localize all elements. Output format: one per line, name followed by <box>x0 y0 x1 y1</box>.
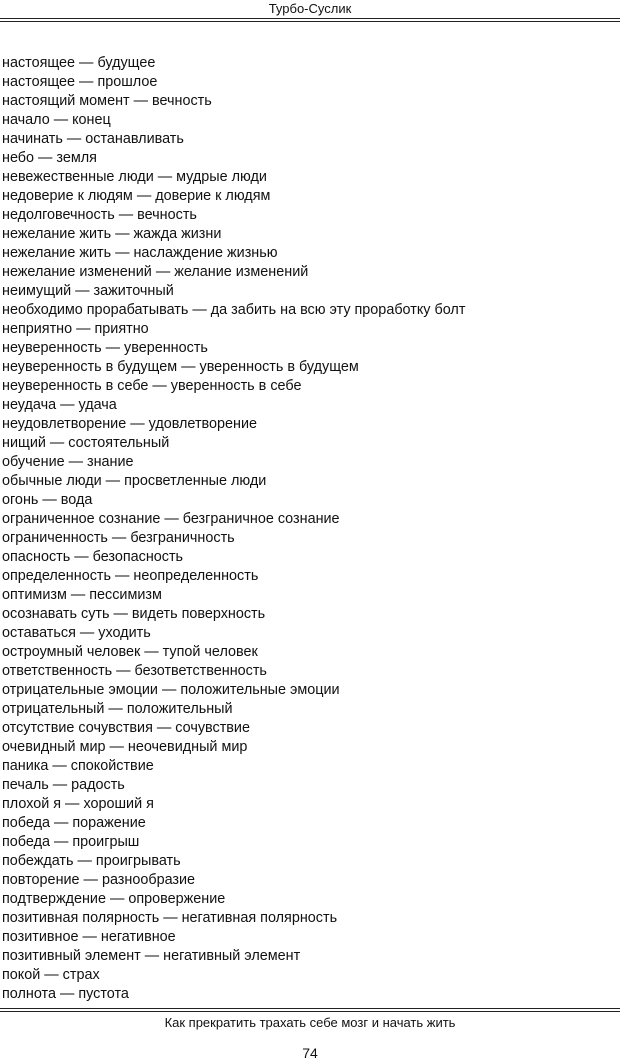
list-item: позитивная полярность — негативная полярность <box>2 910 338 926</box>
list-item: отрицательные эмоции — положительные эмоции <box>2 682 340 698</box>
list-item: небо — земля <box>2 150 97 166</box>
list-item: печаль — радость <box>2 777 125 793</box>
list-item: подтверждение — опровержение <box>2 891 226 907</box>
antonym-list <box>2 54 617 1004</box>
list-item: позитивный элемент — негативный элемент <box>2 948 301 964</box>
list-item: отрицательный — положительный <box>2 701 233 717</box>
running-footer: Как прекратить трахать себе мозг и начать жить <box>164 1015 456 1030</box>
list-item: недолговечность — вечность <box>2 207 197 223</box>
list-item: огонь — вода <box>2 492 93 508</box>
list-item: ограниченность — безграничность <box>2 530 235 546</box>
list-item: обычные люди — просветленные люди <box>2 473 267 489</box>
list-item: нежелание изменений — желание изменений <box>2 264 309 280</box>
list-item: покой — страх <box>2 967 100 983</box>
list-item: побеждать — проигрывать <box>2 853 181 869</box>
list-item: неуверенность в будущем — уверенность в будущем <box>2 359 359 375</box>
list-item: определенность — неопределенность <box>2 568 259 584</box>
list-item: неудовлетворение — удовлетворение <box>2 416 258 432</box>
list-item: нежелание жить — жажда жизни <box>2 226 222 242</box>
list-item: обучение — знание <box>2 454 134 470</box>
list-item: осознавать суть — видеть поверхность <box>2 606 266 622</box>
list-item: начинать — останавливать <box>2 131 184 147</box>
list-item: недоверие к людям — доверие к людям <box>2 188 271 204</box>
list-item: неуверенность в себе — уверенность в себе <box>2 378 302 394</box>
list-item: победа — поражение <box>2 815 146 831</box>
list-item: настоящее — будущее <box>2 55 156 71</box>
list-item: начало — конец <box>2 112 111 128</box>
list-item: опасность — безопасность <box>2 549 184 565</box>
list-item: необходимо прорабатывать — да забить на всю эту проработку болт <box>2 302 466 318</box>
list-item: неприятно — приятно <box>2 321 149 337</box>
list-item: оптимизм — пессимизм <box>2 587 162 603</box>
list-item: неуверенность — уверенность <box>2 340 208 356</box>
list-item: отсутствие сочувствия — сочувствие <box>2 720 250 736</box>
list-item: очевидный мир — неочевидный мир <box>2 739 248 755</box>
header-divider <box>0 18 620 22</box>
list-item: позитивное — негативное <box>2 929 176 945</box>
running-header: Турбо-Суслик <box>268 1 352 16</box>
list-item: невежественные люди — мудрые люди <box>2 169 267 185</box>
list-item: неимущий — зажиточный <box>2 283 174 299</box>
list-item: ограниченное сознание — безграничное сознание <box>2 511 340 527</box>
list-item: плохой я — хороший я <box>2 796 154 812</box>
footer-divider <box>0 1008 620 1012</box>
list-item: настоящее — прошлое <box>2 74 158 90</box>
list-item: победа — проигрыш <box>2 834 140 850</box>
list-item: паника — спокойствие <box>2 758 154 774</box>
list-item: неудача — удача <box>2 397 117 413</box>
list-item: повторение — разнообразие <box>2 872 196 888</box>
list-item: ответственность — безответственность <box>2 663 267 679</box>
page-number: 74 <box>302 1045 318 1061</box>
list-item: полнота — пустота <box>2 986 129 1002</box>
list-item: остроумный человек — тупой человек <box>2 644 258 660</box>
list-item: настоящий момент — вечность <box>2 93 212 109</box>
list-item: нищий — состоятельный <box>2 435 170 451</box>
list-item: оставаться — уходить <box>2 625 151 641</box>
list-item: нежелание жить — наслаждение жизнью <box>2 245 278 261</box>
